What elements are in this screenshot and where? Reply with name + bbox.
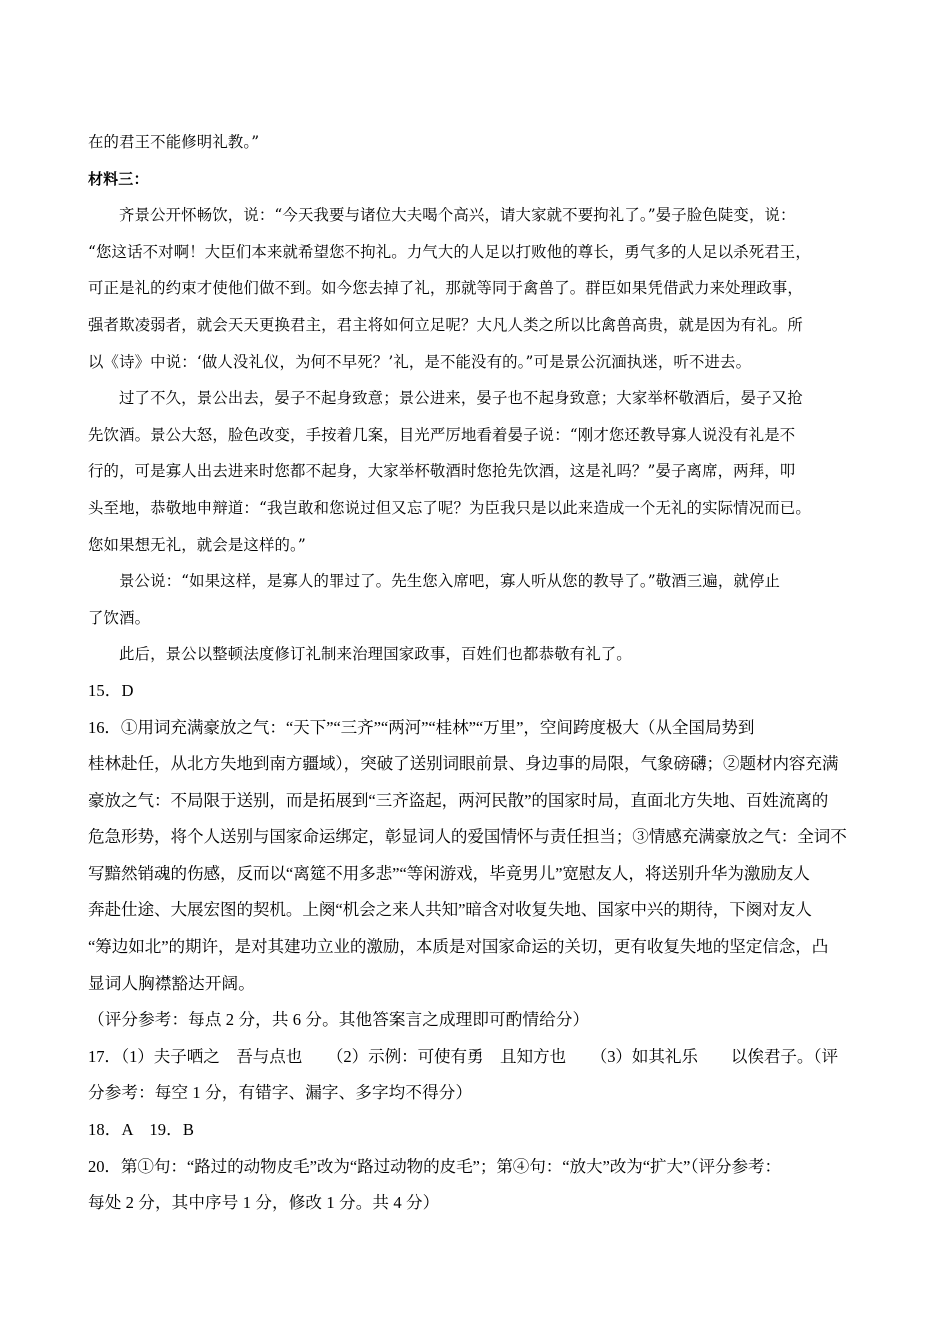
answer-18-19: 18．A 19．B (88, 1120, 195, 1140)
answer-16-line: 桂林赴任，从北方失地到南方疆域），突破了送别词眼前景、身边事的局限，气象磅礴；②题材内容充满 (88, 754, 839, 774)
paragraph-line: 以《诗》中说：‘做人没礼仪，为何不早死？’礼，是不能没有的。”可是景公沉湎执迷，听不进去。 (88, 352, 752, 371)
scoring-note: （评分参考：每点 2 分，共 6 分。其他答案言之成理即可酌情给分） (88, 1010, 590, 1030)
paragraph-line: 您如果想无礼，就会是这样的。” (88, 535, 306, 554)
material2-last-line: 在的君王不能修明礼教。” (88, 133, 260, 151)
answer-16-line: 16．①用词充满豪放之气：“天下”“三齐”“两河”“桂林”“万里”，空间跨度极大（从全国局势到 (88, 717, 755, 737)
paragraph-line: 齐景公开怀畅饮，说：“今天我要与诸位大夫喝个高兴，请大家就不要拘礼了。”晏子脸色陡变，说： (119, 206, 796, 225)
paragraph-line: 行的，可是寡人出去进来时您都不起身，大家举杯敬酒时您抢先饮酒，这是礼吗？”晏子离席，两拜，叩 (88, 462, 796, 481)
material3-text (88, 197, 860, 673)
paragraph-line: 强者欺凌弱者，就会天天更换君主，君主将如何立足呢？大凡人类之所以比禽兽高贵，就是因为有礼。所 (88, 315, 803, 334)
answer-16-line: 豪放之气：不局限于送别，而是拓展到“三齐盗起，两河民散”的国家时局，直面北方失地、百姓流离的 (88, 790, 829, 810)
paragraph-line: 头至地，恭敬地申辩道：“我岂敢和您说过但又忘了呢？为臣我只是以此来造成一个无礼的实际情况而已。 (88, 498, 811, 517)
paragraph-line: 可正是礼的约束才使他们做不到。如今您去掉了礼，那就等同于禽兽了。群臣如果凭借武力来处理政事， (88, 279, 803, 298)
paragraph-line: 了饮酒。 (88, 608, 151, 627)
material3-heading: 材料三： (88, 169, 149, 188)
answer-section (88, 673, 860, 1222)
answer-16-line: 显词人胸襟豁达开阔。 (88, 973, 255, 993)
answer-15: 15．D (88, 680, 134, 700)
answer-16-line: “筹边如北”的期许，是对其建功立业的激励，本质是对国家命运的关切，更有收复失地的坚定信念，凸 (88, 937, 829, 957)
answer-16-line: 奔赴仕途、大展宏图的契机。上阕“机会之来人共知”暗含对收复失地、国家中兴的期待，下阕对友人 (88, 900, 812, 920)
paragraph-line: 景公说：“如果这样，是寡人的罪过了。先生您入席吧，寡人听从您的教导了。”敬酒三遍，就停止 (119, 572, 781, 591)
document-page (88, 124, 860, 1222)
answer-20-scoring: 每处 2 分，其中序号 1 分，修改 1 分。共 4 分） (88, 1193, 440, 1213)
answer-16-line: 危急形势，将个人送别与国家命运绑定，彰显词人的爱国情怀与责任担当；③情感充满豪放之气：全词不 (88, 827, 847, 847)
paragraph-line: 先饮酒。景公大怒，脸色改变，手按着几案，目光严厉地看着晏子说：“刚才您还教导寡人说没有礼是不 (88, 425, 796, 444)
answer-17: 17．（1）夫子哂之 吾与点也 （2）示例：可使有勇 且知方也 （3）如其礼乐 以俟君子。（评 (88, 1046, 839, 1066)
answer-20: 20．第①句：“路过的动物皮毛”改为“路过动物的皮毛”；第④句：“放大”改为“扩大”（评分参考： (88, 1156, 781, 1176)
paragraph-line: 此后，景公以整顿法度修订礼制来治理国家政事，百姓们也都恭敬有礼了。 (119, 645, 632, 664)
paragraph-line: 过了不久，景公出去，晏子不起身致意；景公进来，晏子也不起身致意；大家举杯敬酒后，晏子又抢 (119, 389, 803, 408)
answer-16-line: 写黯然销魂的伤感，反而以“离筵不用多悲”“等闲游戏，毕竟男儿”宽慰友人，将送别升华为激励友人 (88, 863, 810, 883)
paragraph-line: “您这话不对啊！大臣们本来就希望您不拘礼。力气大的人足以打败他的尊长，勇气多的人足以杀死君王， (88, 242, 811, 261)
answer-17-scoring: 分参考：每空 1 分，有错字、漏字、多字均不得分） (88, 1083, 473, 1103)
